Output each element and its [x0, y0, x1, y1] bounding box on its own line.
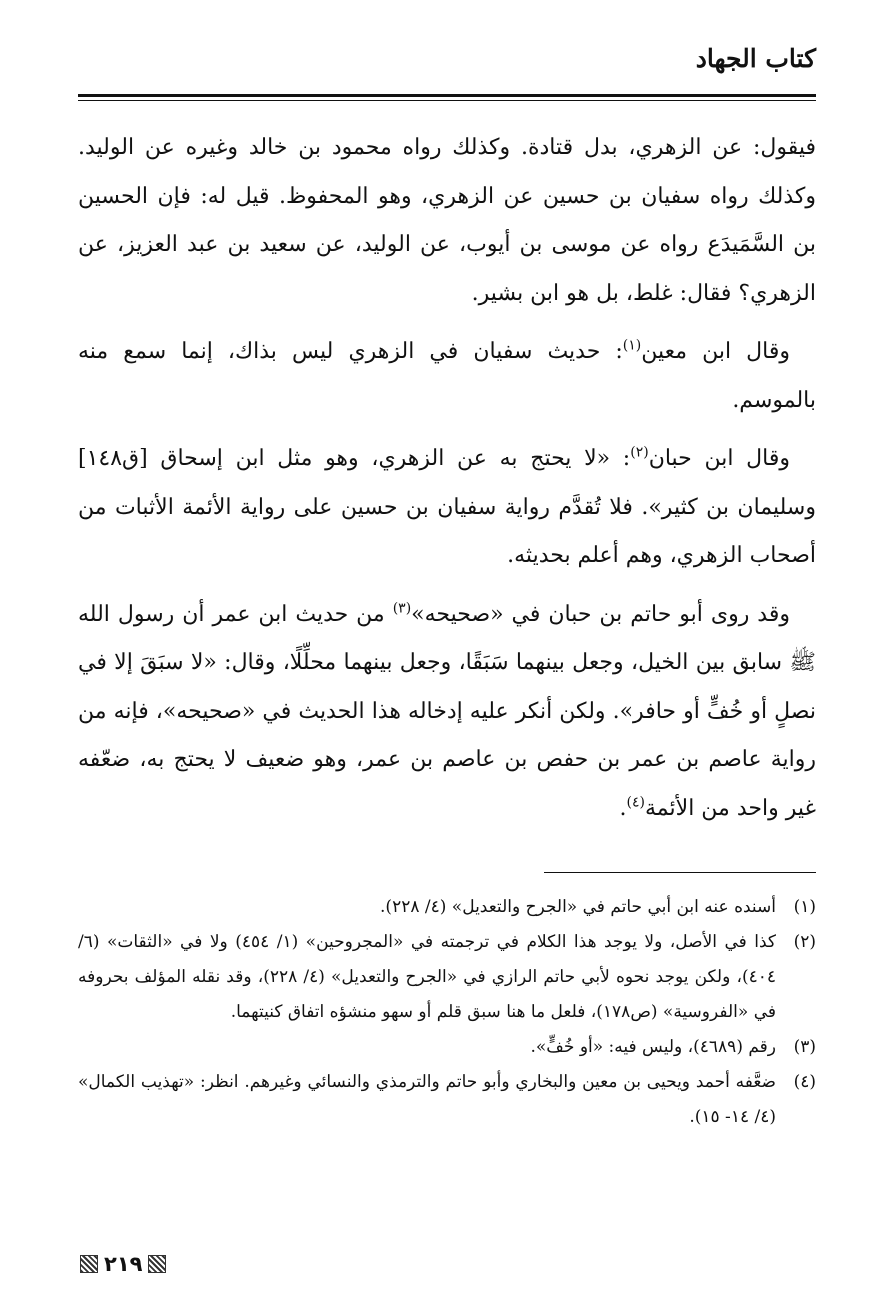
paragraph-text-part: من حديث ابن عمر أن رسول الله ﷺ سابق بين الخيل، وجعل بينهما سَبَقًا، وجعل بينهما محلِّلًا، وقال: «لا سبَقَ إلا في نصلٍ أو خُفٍّ أو حافر». ولكن أنكر عليه إدخاله هذا الحديث في «صحيحه»، فإنه من رواية عاصم بن عمر بن حفص بن عاصم بن عمر، وهو ضعيف لا يحتج به، ضعّفه غير واحد من الأئمة	[78, 601, 816, 821]
paragraph-text-part: وقد روى أبو حاتم بن حبان في «صحيحه»	[411, 601, 790, 627]
footnote-ref-2[interactable]: (٢)	[630, 444, 649, 461]
paragraph-text: فيقول: عن الزهري، بدل قتادة. وكذلك رواه محمود بن خالد وغيره عن الوليد. وكذلك رواه سفيان بن حسين عن الزهري، وهو المحفوظ. قيل له: فإن الحسين بن السَّمَيدَع رواه عن موسى بن أيوب، عن الوليد، عن سعيد بن عبد العزيز، عن الزهري؟ فقال: غلط، بل هو ابن بشير.	[78, 135, 816, 306]
footnote-number: (٢)	[793, 932, 816, 952]
footnote-ref-4[interactable]: (٤)	[626, 794, 646, 811]
footnote-text: كذا في الأصل، ولا يوجد هذا الكلام في ترجمته في «المجروحين» (١/ ٤٥٤) ولا في «الثقات» (٦/ ٤٠٤)، ولكن يوجد نحوه لأبي حاتم الرازي في «الجرح والتعديل» (٤/ ٢٢٨)، وقد نقله المؤلف بحروفه في «الفروسية» (ص١٧٨)، فلعل ما هنا سبق قلم أو سهو منشؤه اتفاق كنيتهما.	[78, 932, 776, 1022]
footnote-2	[78, 925, 816, 1030]
footnote-text: أسنده عنه ابن أبي حاتم في «الجرح والتعديل» (٤/ ٢٢٨).	[380, 897, 776, 917]
footnote-ref-1[interactable]: (١)	[622, 337, 642, 354]
paragraph-text	[78, 591, 816, 834]
header-rule-thin	[78, 100, 816, 101]
page-footer	[80, 1252, 166, 1276]
running-header-title: كتاب الجهاد	[695, 44, 816, 73]
footnote-text: ضعَّفه أحمد ويحيى بن معين والبخاري وأبو حاتم والترمذي والنسائي وغيرهم. انظر: «تهذيب الكمال» (٤/ ١٤- ١٥).	[78, 1072, 776, 1127]
footnote-4	[78, 1065, 816, 1135]
footnote-number: (٣)	[793, 1037, 816, 1057]
ornament-icon	[80, 1255, 98, 1273]
paragraph-text-part: وقال ابن حبان	[648, 446, 790, 471]
paragraph-text-part: .	[619, 795, 627, 821]
paragraph-text	[78, 328, 816, 425]
header-rule-thick	[78, 94, 816, 97]
footnote-1	[78, 890, 816, 925]
paragraph-text-part: : حديث سفيان في الزهري ليس بذاك، إنما سمع منه بالموسم.	[78, 339, 816, 413]
paragraph-text-part: وقال ابن معين	[641, 339, 790, 364]
footnote-separator	[544, 872, 816, 873]
paragraph-1	[78, 124, 816, 318]
paragraph-3	[78, 435, 816, 581]
paragraph-text	[78, 435, 816, 581]
main-text	[78, 124, 816, 843]
paragraph-4	[78, 591, 816, 834]
ornament-icon	[148, 1255, 166, 1273]
footnotes	[78, 890, 816, 1135]
paragraph-2	[78, 328, 816, 425]
paragraph-text-part: : «لا يحتج به عن الزهري، وهو مثل ابن إسحاق [ق١٤٨] وسليمان بن كثير». فلا تُقدَّم رواية سفيان بن حسين على رواية الأئمة الأثبات من أصحاب الزهري، وهم أعلم بحديثه.	[78, 446, 816, 568]
footnote-3	[78, 1030, 816, 1065]
page-number: ٢١٩	[104, 1252, 143, 1276]
footnote-text: رقم (٤٦٨٩)، وليس فيه: «أو خُفٍّ».	[530, 1037, 776, 1057]
footnote-ref-3[interactable]: (٣)	[392, 600, 412, 617]
footnote-number: (١)	[793, 897, 816, 917]
footnote-number: (٤)	[793, 1072, 816, 1092]
